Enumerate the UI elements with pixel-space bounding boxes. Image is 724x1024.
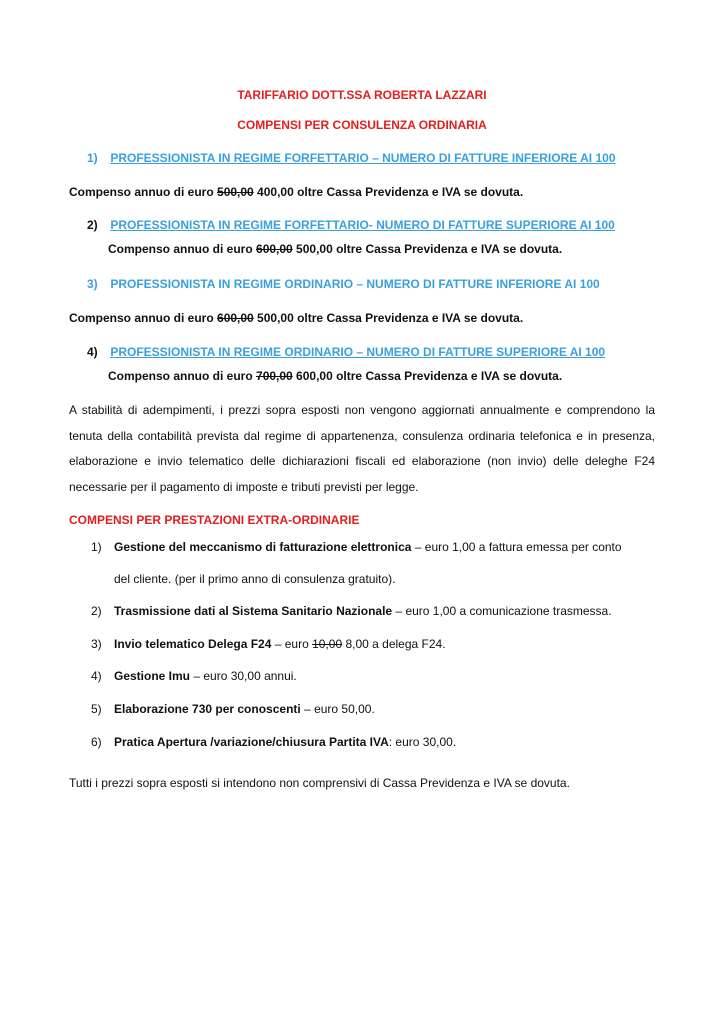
fee-line-2 (108, 242, 562, 256)
old-price: 500,00 (217, 185, 254, 199)
section-heading-2 (87, 218, 615, 232)
item-title: Pratica Apertura /variazione/chiusura Partita IVA (114, 735, 389, 749)
section-number: 2) (87, 218, 98, 232)
item-title: Elaborazione 730 per conoscenti (114, 702, 301, 716)
new-price: 500,00 (253, 311, 294, 325)
section-title: PROFESSIONISTA IN REGIME ORDINARIO – NUMERO DI FATTURE SUPERIORE AI 100 (110, 345, 606, 359)
extra-item-4 (91, 669, 297, 683)
section-title: PROFESSIONISTA IN REGIME FORFETTARIO – NUMERO DI FATTURE INFERIORE AI 100 (110, 151, 616, 165)
fee-suffix: oltre Cassa Previdenza e IVA se dovuta. (332, 242, 563, 256)
footer-note: Tutti i prezzi sopra esposti si intendono non comprensivi di Cassa Previdenza e IVA se dovuta. (69, 776, 570, 790)
extra-item-5 (91, 702, 375, 716)
old-price: 700,00 (256, 369, 293, 383)
fee-line-1 (69, 185, 523, 199)
fee-prefix: Compenso annuo di euro (69, 185, 218, 199)
new-price: 500,00 (292, 242, 333, 256)
extra-item-1 (91, 540, 622, 554)
old-price: 10,00 (312, 637, 343, 651)
new-price: 600,00 (292, 369, 333, 383)
terms-paragraph: A stabilità di adempimenti, i prezzi sopra esposti non vengono aggiornati annualmente e comprendono la tenuta della contabilità prevista dal regime di appartenenza, consulenza ordinaria telefonica e in presenza, elaborazione e invio telematico delle dichiarazioni fiscali ed elaborazione (non invio) delle deleghe F24 necessarie per il pagamento di imposte e tributi previsti per legge. (69, 403, 655, 494)
section-heading-4 (87, 345, 605, 359)
section-heading-3 (87, 277, 600, 291)
fee-line-4 (108, 369, 562, 383)
fee-suffix: oltre Cassa Previdenza e IVA se dovuta. (332, 369, 563, 383)
fee-prefix: Compenso annuo di euro (108, 369, 257, 383)
new-price: 400,00 (253, 185, 294, 199)
fee-prefix: Compenso annuo di euro (108, 242, 257, 256)
item-detail: – euro 1,00 a fattura emessa per conto (411, 540, 622, 554)
section-title: PROFESSIONISTA IN REGIME ORDINARIO – NUMERO DI FATTURE INFERIORE AI 100 (110, 277, 600, 291)
section-number: 1) (87, 151, 98, 165)
section-number: 4) (87, 345, 98, 359)
item-number: 2) (91, 604, 102, 618)
section-heading-1 (87, 151, 616, 165)
extra-section-heading: COMPENSI PER PRESTAZIONI EXTRA-ORDINARIE (69, 513, 360, 527)
item-detail: – euro 50,00. (300, 702, 375, 716)
item-number: 3) (91, 637, 102, 651)
fee-suffix: oltre Cassa Previdenza e IVA se dovuta. (293, 185, 524, 199)
extra-item-6 (91, 735, 456, 749)
item-number: 5) (91, 702, 102, 716)
item-number: 1) (91, 540, 102, 554)
item-detail: – euro 30,00 annui. (190, 669, 297, 683)
document-subtitle: COMPENSI PER CONSULENZA ORDINARIA (237, 118, 487, 132)
item-number: 6) (91, 735, 102, 749)
section-title: PROFESSIONISTA IN REGIME FORFETTARIO- NUMERO DI FATTURE SUPERIORE AI 100 (110, 218, 615, 232)
item-title: Trasmissione dati al Sistema Sanitario Nazionale (114, 604, 393, 618)
document-title: TARIFFARIO DOTT.SSA ROBERTA LAZZARI (237, 88, 487, 102)
old-price: 600,00 (217, 311, 254, 325)
fee-line-3 (69, 311, 523, 325)
extra-item-3 (91, 637, 446, 651)
item-detail: 8,00 a delega F24. (342, 637, 446, 651)
extra-item-2 (91, 604, 612, 618)
item-detail: – euro 1,00 a comunicazione trasmessa. (392, 604, 612, 618)
item-detail-prefix: – euro (271, 637, 313, 651)
old-price: 600,00 (256, 242, 293, 256)
item-detail: : euro 30,00. (388, 735, 457, 749)
item-number: 4) (91, 669, 102, 683)
section-number: 3) (87, 277, 98, 291)
item-title: Gestione Imu (114, 669, 191, 683)
fee-prefix: Compenso annuo di euro (69, 311, 218, 325)
extra-item-1-continuation: del cliente. (per il primo anno di consulenza gratuito). (114, 572, 396, 586)
item-title: Invio telematico Delega F24 (114, 637, 272, 651)
item-title: Gestione del meccanismo di fatturazione elettronica (114, 540, 412, 554)
fee-suffix: oltre Cassa Previdenza e IVA se dovuta. (293, 311, 524, 325)
